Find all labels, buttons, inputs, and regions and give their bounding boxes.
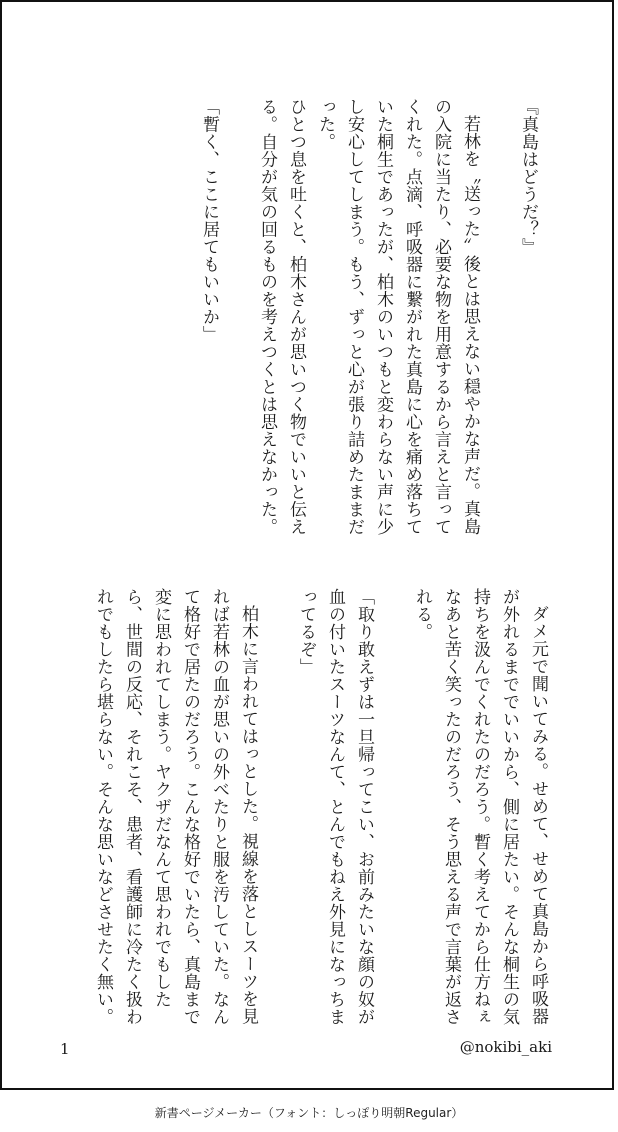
bottom-text-block <box>93 588 552 1028</box>
author-handle: @nokibi_aki <box>459 1038 552 1056</box>
generator-caption: 新書ページメーカー（フォント：しっぽり明朝Regular） <box>154 1106 464 1120</box>
dialogue-line: 「取り敢えずは一旦帰ってこい、お前みたいな顔の奴が血の付いたスーツなんて、とんでもねえ外見になっちまってるぞ」 <box>296 588 374 1026</box>
dialogue-line: 『真島はどうだ？』 <box>518 98 538 256</box>
dialogue-line: 「暫く、ここに居てもいいか」 <box>199 98 219 343</box>
top-text-block <box>102 98 542 538</box>
narrative-paragraph: 若林を〝送った〟後とは思えない穏やかな声だ。真島の入院に当たり、必要な物を用意するから言えと言ってくれた。点滴、呼吸器に繋がれた真島に心を痛め落ちていた桐生であったが、柏木のいつもと変わらない声に少し安心してしまう。もう、ずっと心が張り詰めたままだった。 <box>315 98 480 536</box>
narrative-paragraph: ひとつ息を吐くと、柏木さんが思いつく物でいいと伝える。自分が気の回るものを考えつくとは思えなかった。 <box>257 98 306 536</box>
narrative-paragraph: ダメ元で聞いてみる。せめて、せめて真島から呼吸器が外れるまででいいから、側に居たい。そんな桐生の気持ちを汲んでくれたのだろう。暫く考えてから仕方ねぇなあと苦く笑ったのだろう、そう思える声で言葉が返される。 <box>412 588 548 1026</box>
page-number: 1 <box>60 1040 70 1058</box>
narrative-paragraph: 柏木に言われてはっとした。視線を落としスーツを見れば若林の血が思いの外べたりと服を汚していた。なんて格好で居たのだろう。こんな格好でいたら、真島まで変に思われてしまう。ヤクザだなんて思われでもしたら、世間の反応、それこそ、患者、看護師に冷たく扱われでもしたら堪らない。そんな思いなどさせたく無い。 <box>93 588 258 1026</box>
